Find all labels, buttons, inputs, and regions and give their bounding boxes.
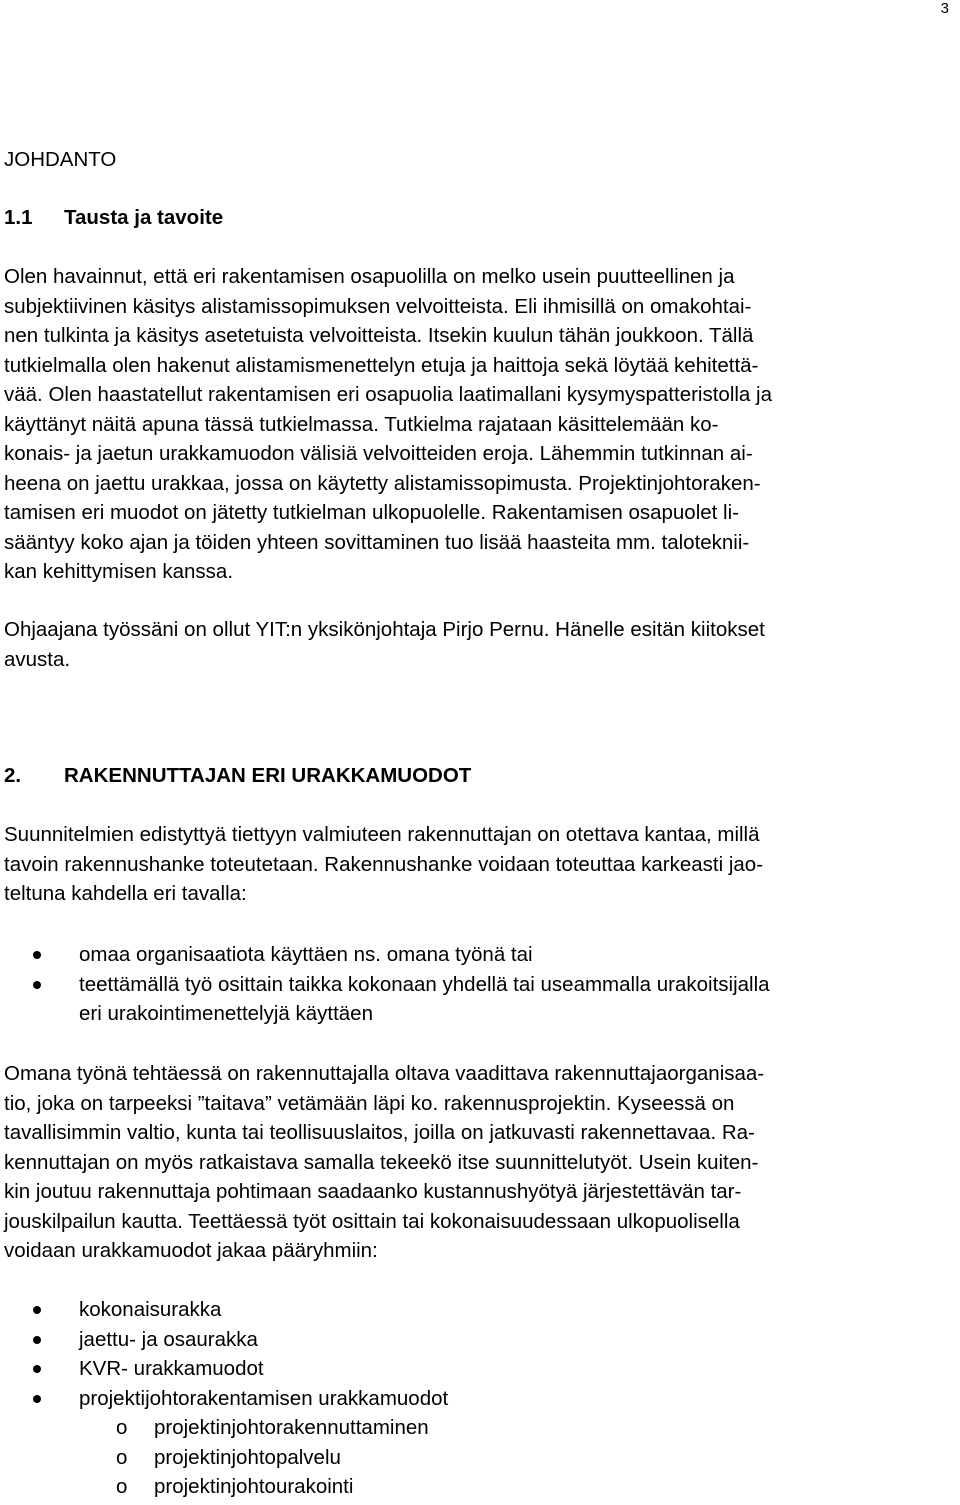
- text-line: Suunnitelmien edistyttyä tiettyyn valmiuteen rakennuttajan on otettava kantaa, millä: [4, 823, 760, 846]
- text-line: tamisen eri muodot on jätetty tutkielman ulkopuolelle. Rakentamisen osapuolet li-: [4, 501, 739, 524]
- list-item: [4, 1295, 448, 1325]
- sub-list-item: [4, 1413, 448, 1443]
- list-item: [4, 1354, 448, 1384]
- list-item: [4, 940, 770, 970]
- page-number: 3: [940, 0, 949, 17]
- text-line: voidaan urakkamuodot jakaa pääryhmiin:: [4, 1239, 378, 1262]
- list-item: [4, 1384, 448, 1414]
- text-line: Ohjaajana työssäni on ollut YIT:n yksikönjohtaja Pirjo Pernu. Hänelle esitän kiitokset: [4, 618, 765, 641]
- bullet-dot-icon: [33, 1336, 41, 1344]
- list-item-text: eri urakointimenettelyjä käyttäen: [79, 1002, 373, 1025]
- list-item-text: teettämällä työ osittain taikka kokonaan yhdellä tai useammalla urakoitsijalla: [79, 972, 770, 996]
- list-item: [4, 1325, 448, 1355]
- list-item-text: kokonaisurakka: [79, 1298, 222, 1321]
- text-line: kan kehittymisen kanssa.: [4, 560, 234, 583]
- text-line: Olen havainnut, että eri rakentamisen osapuolilla on melko usein puutteellinen ja: [4, 265, 735, 288]
- text-line: jouskilpailun kautta. Teettäessä työt osittain tai kokonaisuudessaan ulkopuolisella: [4, 1209, 740, 1233]
- intro-paragraph-1: [4, 262, 772, 587]
- sub-bullet-marker: o: [116, 1416, 128, 1439]
- list-item-text: jaettu- ja osaurakka: [79, 1327, 258, 1351]
- bullet-dot-icon: [33, 1365, 41, 1373]
- text-line: tavallisimmin valtio, kunta tai teollisuuslaitos, joilla on jatkuvasti rakennettavaa. Ra-: [4, 1121, 755, 1144]
- list-item: [4, 970, 770, 1029]
- list-item-text: projektijohtorakentamisen urakkamuodot: [79, 1386, 449, 1410]
- text-line: sääntyy koko ajan ja töiden yhteen sovittaminen tuo lisää haasteita mm. taloteknii-: [4, 530, 750, 554]
- section-heading-2: [4, 761, 471, 790]
- bullet-dot-icon: [33, 1395, 41, 1403]
- sub-list-item-text: projektinjohtorakennuttaminen: [154, 1416, 429, 1439]
- sub-list-item-text: projektinjohtopalvelu: [154, 1445, 341, 1469]
- text-line: heena on jaettu urakkaa, jossa on käytetty alistamissopimusta. Projektinjohtoraken-: [4, 471, 761, 495]
- intro-paragraph-2: [4, 615, 765, 674]
- text-line: tio, joka on tarpeeksi ”taitava” vetämään läpi ko. rakennusprojektin. Kyseessä on: [4, 1091, 735, 1115]
- text-line: konais- ja jaetun urakkamuodon välisiä velvoitteiden eroja. Lähemmin tutkinnan ai-: [4, 442, 753, 465]
- sub-bullet-marker: o: [116, 1445, 128, 1469]
- sub-list-item: [4, 1443, 448, 1473]
- text-line: tutkielmalla olen hakenut alistamismenettelyn etuja ja haittoja sekä löytää kehitettä-: [4, 353, 759, 377]
- list-item-text: omaa organisaatiota käyttäen ns. omana työnä tai: [79, 943, 533, 966]
- bullet-list-methods: [4, 940, 770, 1029]
- sub-list-item: [4, 1472, 448, 1502]
- section2-paragraph-1: [4, 820, 763, 909]
- list-item-text: KVR- urakkamuodot: [79, 1357, 264, 1380]
- text-line: käyttänyt näitä apuna tässä tutkielmassa. Tutkielma rajataan käsittelemään ko-: [4, 412, 719, 436]
- text-line: kin joutuu rakennuttaja pohtimaan saadaanko kustannushyötyä järjestettävän tar-: [4, 1180, 742, 1203]
- chapter-heading: [4, 145, 116, 174]
- section-title: Tausta ja tavoite: [64, 206, 224, 229]
- text-line: avusta.: [4, 647, 71, 671]
- bullet-dot-icon: [33, 1306, 41, 1314]
- text-line: subjektiivinen käsitys alistamissopimuksen velvoitteista. Eli ihmisillä on omakohtai-: [4, 294, 752, 318]
- bullet-list-contract-types: [4, 1295, 448, 1502]
- text-line: kennuttajan on myös ratkaistava samalla tekeekö itse suunnittelutyöt. Usein kuiten-: [4, 1150, 759, 1174]
- bullet-dot-icon: [33, 981, 41, 989]
- section-number: 1.1: [4, 206, 33, 229]
- text-line: vää. Olen haastatellut rakentamisen eri osapuolia laatimallani kysymyspatteristolla ja: [4, 383, 772, 406]
- section-number: 2.: [4, 764, 22, 787]
- text-line: tavoin rakennushanke toteutetaan. Rakennushanke voidaan toteuttaa karkeasti jao-: [4, 852, 764, 876]
- text-line: teltuna kahdella eri tavalla:: [4, 882, 247, 905]
- section2-paragraph-2: [4, 1059, 764, 1266]
- sub-list-item-text: projektinjohtourakointi: [154, 1475, 354, 1498]
- chapter-heading-text: JOHDANTO: [4, 148, 117, 171]
- section-title: RAKENNUTTAJAN ERI URAKKAMUODOT: [64, 764, 472, 787]
- sub-bullet-marker: o: [116, 1475, 128, 1498]
- text-line: nen tulkinta ja käsitys asetetuista velvoitteista. Itsekin kuulun tähän joukkoon. Tällä: [4, 324, 754, 347]
- section-heading-1-1: [4, 203, 223, 232]
- bullet-dot-icon: [33, 951, 41, 959]
- text-line: Omana työnä tehtäessä on rakennuttajalla oltava vaadittava rakennuttajaorganisaa-: [4, 1062, 765, 1085]
